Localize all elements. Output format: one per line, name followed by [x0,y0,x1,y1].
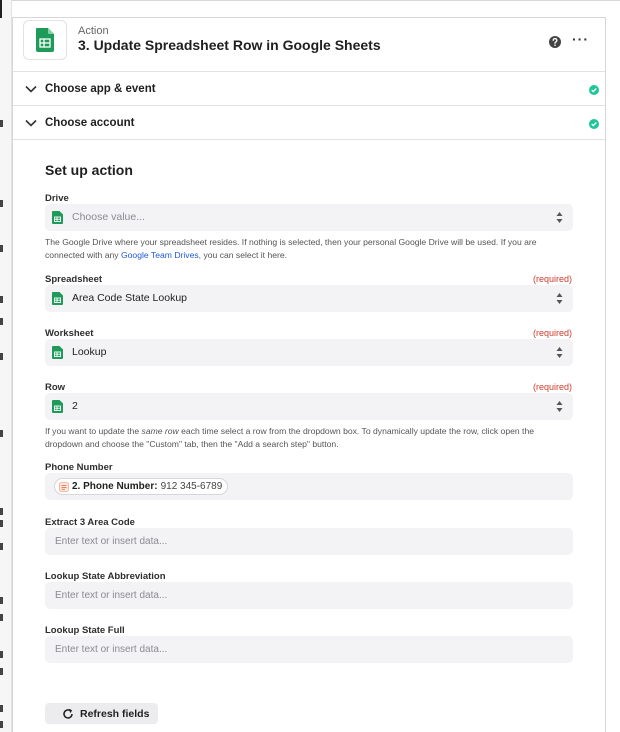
check-circle-icon [589,85,599,95]
section-label: Choose account [45,117,135,129]
google-sheets-icon [52,346,63,359]
spreadsheet-select[interactable] [45,285,573,312]
section-label: Choose app & event [45,83,156,95]
extract-area-code-label: Extract 3 Area Code [45,517,135,528]
action-step-panel [12,17,606,732]
setup-action-section [13,142,605,732]
select-arrows-icon [556,292,563,305]
mapped-data-pill[interactable] [54,478,228,495]
section-choose-app-event[interactable] [13,73,605,106]
refresh-fields-label: Refresh fields [80,707,150,720]
google-sheets-icon [52,400,63,413]
extract-area-code-field[interactable] [45,528,573,555]
more-horizontal-icon[interactable]: ··· [572,31,589,47]
question-circle-icon[interactable] [548,35,562,49]
chevron-down-icon [25,118,37,128]
check-circle-icon [589,119,599,129]
drive-help-text: The Google Drive where your spreadsheet resides. If nothing is selected, then your personal Google Drive will be used. If you are connected with any Google Team Drives, you can select it here. [45,237,537,260]
window-top-border [0,0,620,1]
field-placeholder: Enter text or insert data... [55,590,168,601]
step-header[interactable] [13,18,605,72]
drive-placeholder: Choose value... [72,211,145,223]
lookup-state-full-field[interactable] [45,636,573,663]
lookup-state-full-label: Lookup State Full [45,625,125,636]
refresh-fields-button[interactable] [45,703,158,724]
step-kind-label: Action [78,25,109,37]
worksheet-value: Lookup [72,346,107,358]
google-sheets-icon [52,211,63,224]
drive-select[interactable] [45,204,573,231]
window-edge-marker [0,0,2,18]
spreadsheet-label: Spreadsheet [45,274,103,285]
select-arrows-icon [556,211,563,224]
required-indicator: (required) [532,274,572,284]
refresh-icon [62,708,74,720]
google-sheets-icon [52,292,63,305]
pill-step-label: 2. Phone Number: [72,481,158,492]
row-label: Row [45,382,66,393]
phone-number-label: Phone Number [45,462,113,473]
worksheet-select[interactable] [45,339,573,366]
select-arrows-icon [556,400,563,413]
setup-title: Set up action [45,162,133,178]
step-app-icon [59,482,69,492]
step-title: 3. Update Spreadsheet Row in Google Sheets [78,37,381,53]
section-choose-account[interactable] [13,107,605,140]
google-sheets-icon [36,28,54,52]
row-value: 2 [72,400,78,412]
drive-label: Drive [45,193,69,204]
lookup-state-abbreviation-label: Lookup State Abbreviation [45,571,166,582]
pill-value: 912 345-6789 [160,481,223,492]
field-placeholder: Enter text or insert data... [55,536,168,547]
required-indicator: (required) [532,328,572,338]
worksheet-label: Worksheet [45,328,94,339]
spreadsheet-value: Area Code State Lookup [72,292,187,304]
row-select[interactable] [45,393,573,420]
chevron-down-icon [25,84,37,94]
select-arrows-icon [556,346,563,359]
google-team-drives-link[interactable]: Google Team Drives [120,250,199,260]
phone-number-field[interactable] [45,473,573,500]
lookup-state-abbreviation-field[interactable] [45,582,573,609]
required-indicator: (required) [532,382,572,392]
field-placeholder: Enter text or insert data... [55,644,168,655]
app-icon-container [23,20,67,60]
left-editor-strip [0,0,12,732]
row-help-text: If you want to update the same row each time select a row from the dropdown box. To dynamically update the row, click open the dropdown and choose the "Custom" tab, then the "Add a search step" button. [45,426,535,449]
